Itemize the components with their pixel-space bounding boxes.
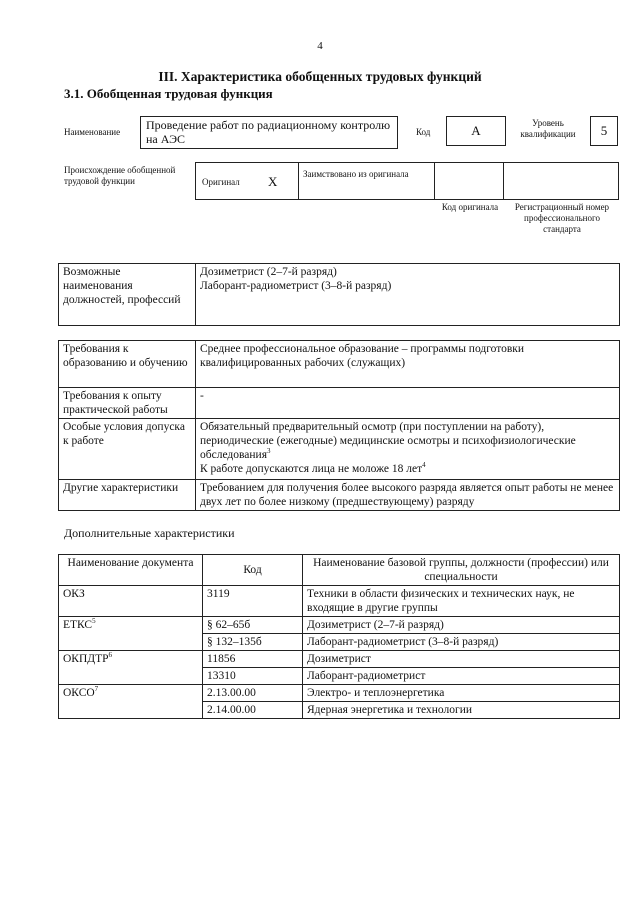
code-cell: 2.13.00.00	[203, 685, 303, 702]
origin-label: Происхождение обобщенной трудовой функции	[64, 165, 176, 186]
req-label: Особые условия допуска к работе	[59, 419, 196, 480]
req-value: Требованием для получения более высокого разряда является опыт работы не менее двух лет по более низкому (предшествующему) разряду	[196, 480, 620, 511]
table-row	[59, 586, 620, 617]
req-text: Обязательный предварительный осмотр (при поступлении на работу), периодические (ежегодные) медицинские осмотры и психофизиологические обследования	[200, 421, 576, 461]
name-label: Наименование	[64, 127, 121, 137]
name-cell: Ядерная энергетика и технологии	[303, 702, 620, 719]
req-text: К работе допускаются лица не моложе 18 лет	[200, 463, 423, 475]
position-item: Лаборант-радиометрист (3–8-й разряд)	[200, 280, 392, 292]
code-original-caption: Код оригинала	[441, 202, 499, 212]
name-cell: Дозиметрист (2–7-й разряд)	[303, 617, 620, 634]
name-cell: Лаборант-радиометрист	[303, 668, 620, 685]
code-label: Код	[416, 127, 431, 137]
positions-label: Возможные наименования должностей, профессий	[59, 264, 196, 326]
code-cell: § 132–135б	[203, 634, 303, 651]
name-cell: Лаборант-радиометрист (3–8-й разряд)	[303, 634, 620, 651]
name-cell: Техники в области физических и технических наук, не входящие в другие группы	[303, 586, 620, 617]
doc-cell: ЕТКС$^5$	[59, 617, 203, 651]
additional-title: Дополнительные характеристики	[64, 526, 235, 540]
level-label: Уровень квалификации	[520, 118, 576, 139]
original-label: Оригинал	[202, 177, 240, 187]
level-value: 5	[590, 116, 618, 146]
footnote-ref: 3	[266, 447, 271, 456]
positions-table	[58, 263, 620, 326]
table-row	[59, 617, 620, 634]
req-label: Требования к опыту практической работы	[59, 388, 196, 419]
origin-original-cell	[195, 162, 299, 200]
col-header-code: Код	[203, 555, 303, 586]
table-row	[59, 685, 620, 702]
col-header-name: Наименование базовой группы, должности (профессии) или специальности	[303, 555, 620, 586]
reg-number-caption: Регистрационный номер профессионального стандарта	[514, 202, 610, 234]
position-item: Дозиметрист (2–7-й разряд)	[200, 266, 337, 278]
requirements-table	[58, 340, 620, 511]
additional-table	[58, 554, 620, 719]
code-cell: 13310	[203, 668, 303, 685]
positions-value	[196, 264, 620, 326]
code-cell: 3119	[203, 586, 303, 617]
req-label: Другие характеристики	[59, 480, 196, 511]
original-mark: X	[268, 174, 278, 189]
name-cell: Электро- и теплоэнергетика	[303, 685, 620, 702]
subsection-title: 3.1. Обобщенная трудовая функция	[64, 86, 273, 101]
origin-code-cell	[434, 162, 504, 200]
code-cell: 11856	[203, 651, 303, 668]
page-number: 4	[317, 40, 323, 52]
code-value: А	[446, 116, 506, 146]
req-value: Среднее профессиональное образование – программы подготовки квалифицированных рабочих (служащих)	[196, 341, 620, 388]
req-label: Требования к образованию и обучению	[59, 341, 196, 388]
doc-cell: ОКПДТР$^6$	[59, 651, 203, 685]
table-row	[59, 651, 620, 668]
borrowed-label: Заимствовано из оригинала	[298, 162, 435, 200]
req-value	[196, 419, 620, 480]
code-cell: § 62–65б	[203, 617, 303, 634]
doc-cell: ОКЗ	[59, 586, 203, 617]
name-value: Проведение работ по радиационному контролю на АЭС	[140, 116, 398, 149]
req-value: -	[196, 388, 620, 419]
origin-reg-cell	[503, 162, 619, 200]
col-header-doc: Наименование документа	[59, 555, 203, 586]
footnote-ref: 4	[422, 461, 426, 470]
doc-cell: ОКСО$^7$	[59, 685, 203, 719]
code-cell: 2.14.00.00	[203, 702, 303, 719]
name-cell: Дозиметрист	[303, 651, 620, 668]
section-title: III. Характеристика обобщенных трудовых функций	[158, 69, 482, 84]
